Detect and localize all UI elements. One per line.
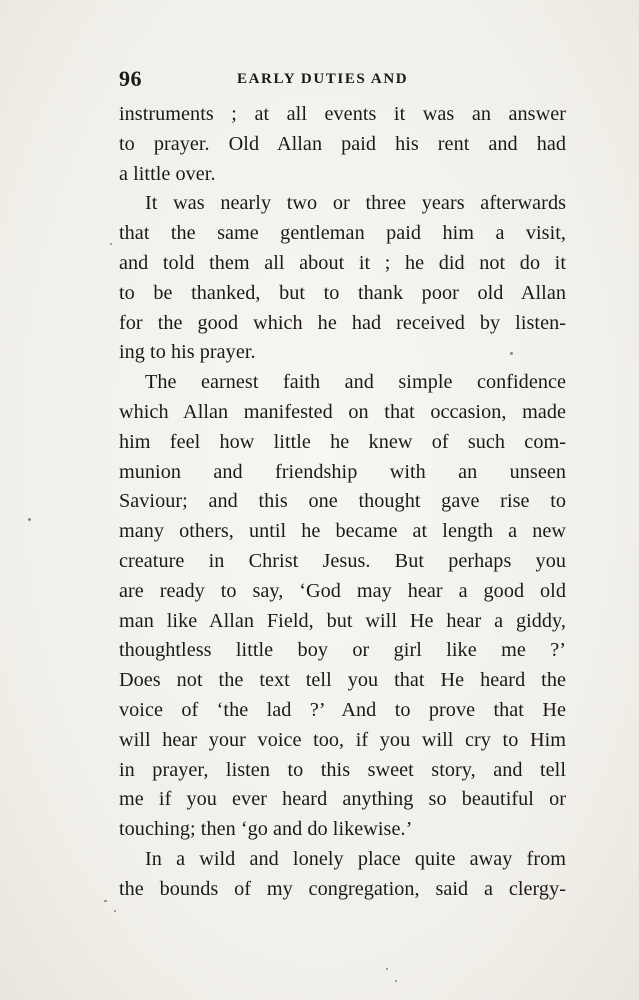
text-line: will hear your voice too, if you will cry to Him (119, 728, 566, 751)
paragraph-start-line: It was nearly two or three years afterwards (145, 192, 566, 215)
body-text (119, 100, 566, 905)
text-line: for the good which he had received by listen- (119, 311, 566, 334)
text-line: and told them all about it ; he did not do it (119, 251, 566, 274)
text-line: Saviour; and this one thought gave rise to (119, 490, 566, 513)
paragraph-start-line: In a wild and lonely place quite away from (145, 847, 566, 870)
text-line: are ready to say, ‘God may hear a good old (119, 579, 566, 602)
text-line: that the same gentleman paid him a visit, (119, 222, 566, 245)
text-line: creature in Christ Jesus. But perhaps you (119, 549, 566, 572)
text-line: Does not the text tell you that He heard the (119, 669, 566, 692)
text-line: me if you ever heard anything so beautiful or (119, 788, 566, 811)
text-line: the bounds of my congregation, said a clergy- (119, 877, 566, 900)
paper-speck (510, 352, 513, 355)
text-line: in prayer, listen to this sweet story, and tell (119, 758, 566, 781)
paper-speck (104, 900, 107, 902)
paper-speck (395, 980, 397, 982)
text-line: man like Allan Field, but will He hear a giddy, (119, 609, 566, 632)
page-number: 96 (119, 66, 142, 91)
text-line: many others, until he became at length a new (119, 520, 566, 543)
text-line: instruments ; at all events it was an answer (119, 103, 566, 125)
text-line: ing to his prayer. (119, 341, 256, 364)
text-line: voice of ‘the lad ?’ And to prove that He (119, 698, 566, 721)
paragraph-start-line: The earnest faith and simple confidence (145, 371, 566, 394)
paper-speck (386, 968, 388, 970)
text-line: to prayer. Old Allan paid his rent and had (119, 132, 566, 155)
text-line: munion and friendship with an unseen (119, 460, 566, 483)
paper-speck (28, 518, 31, 521)
text-line: him feel how little he knew of such com- (119, 430, 566, 453)
text-line: touching; then ‘go and do likewise.’ (119, 818, 413, 841)
text-line: a little over. (119, 162, 216, 185)
paper-speck (110, 243, 112, 245)
page-header (119, 66, 565, 92)
running-head: EARLY DUTIES AND (237, 71, 409, 87)
text-line: to be thanked, but to thank poor old Allan (119, 281, 566, 304)
paper-speck (114, 910, 116, 912)
text-line: thoughtless little boy or girl like me ?’ (119, 639, 566, 662)
text-line: which Allan manifested on that occasion, made (119, 400, 566, 423)
